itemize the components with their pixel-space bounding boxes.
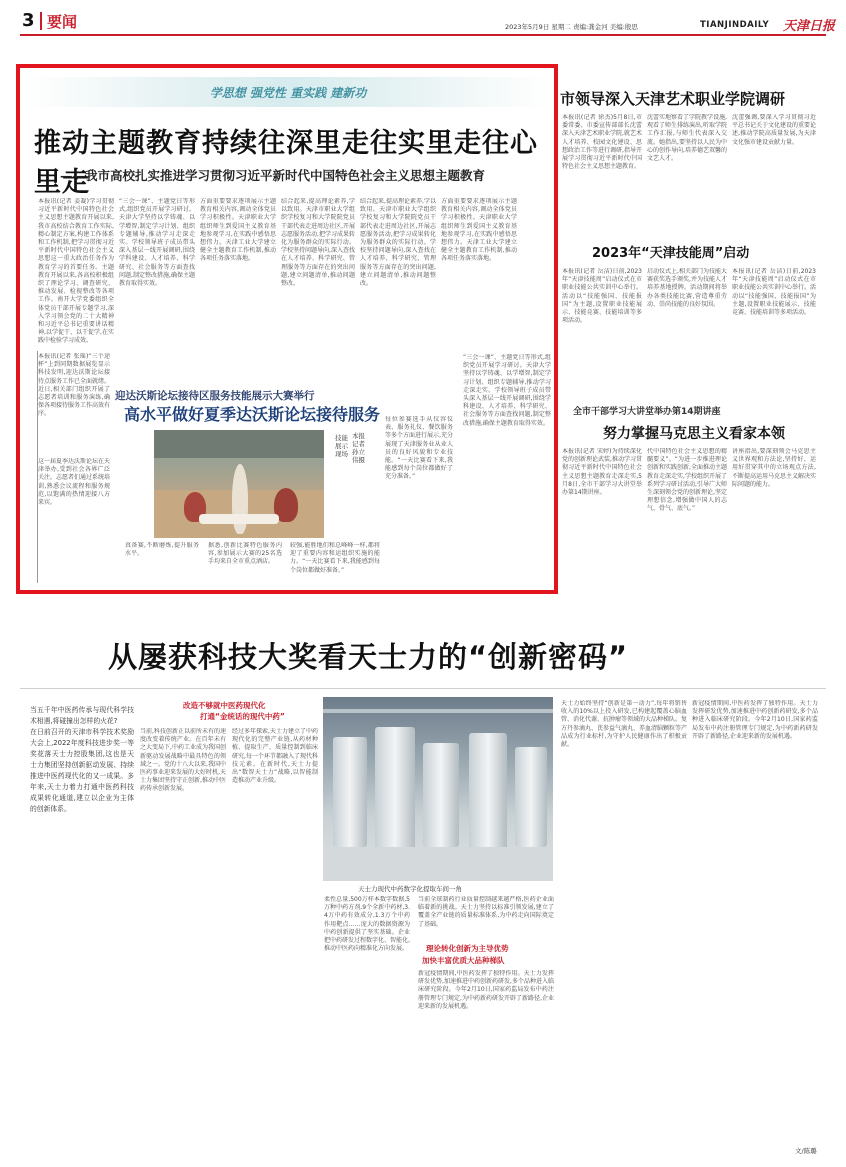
inset-col-1: 本报讯(记者 张瑶)“三个途杯”上到同期数据展览显示科技发明,迎达沃斯论坛接待点服务工作已全面就绪。近日,相关部门组织开展了志愿者培训和服务演练,确保各项接待服务工作高效有序。 [38,353,110,418]
feature-col-1: 本报讯(记者 姜凝)学习贯彻习近平新时代中国特色社会主义思想主题教育开展以来,我市高校结合教育工作实际,精心制定方案,构建工作体系和工作机制,把学习贯彻习近平新时代中国特色社会主义思想这一重大政治任务作为教育学习的首要任务。主题教育开展以来,各高校积极组织了理论学习、调查研究、推动发展、检视整改等各项工作。南开大学党委组织全体党员干部开展专题学习,深入学习领会党的二十大精神和习近平总书记重要讲话精神,以学促干、以干促学,在实践中检验学习成效。 [38,198,114,344]
lower-subhead-2b: 加快丰富优质大品种梯队 [422,956,505,965]
lower-col-2: 经过多年探索,天士力建立了中药现代化的完整产业链,从药材种植、提取生产、质量控制到临床研究,每一个环节都融入了现代科技元素。在新时代,天士力提出“数智天士力”战略,以智能制造推动产业升级。 [232,728,318,785]
header-rule [20,34,826,36]
right-article-3-title: 努力掌握马克思主义看家本领 [603,426,785,442]
feature-headline: 推动主题教育持续往深里走往实里走往心里走 [34,128,538,198]
lower-divider [20,688,826,689]
inset-photo-contest [154,430,324,538]
lower-subhead-1b: 打通“金统话的现代中药” [200,712,285,721]
inset-bottom-col-3: 较强,能胜地们和总峰峰一样,都将迎了重要内容和运组织实施的能力。“一天比赛看下来,我能感到每个岗位都做好准备。” [290,542,380,574]
right-article-2-col-2: 启动仪式上,相关部门为技能大赛获奖选手颁奖,并为技能人才培养基地授牌。活动期间将举办各类技能比赛,营造尊重劳动、崇尚技能的良好氛围。 [647,268,727,308]
lower-subhead-2a: 理论转化创新为主导优势 [426,944,509,953]
newspaper-logo: 天津日报 [783,19,836,34]
feature-subheadline: ——我市高校扎实推进学习贯彻习近平新时代中国特色社会主义思想主题教育 [60,168,486,183]
inset-headline: 高水平做好夏季达沃斯论坛接待服务 [124,405,381,424]
lower-col-1: 当前,科技创新正以前所未有的速度改变着传统产业。在百年未有之大变局下,中药工业成为我国创新驱动发展战略中最具特色的领域之一。党的十八大以来,我国中医药事业迎来发展的大好时机,天士力集团坚持守正创新,推动中医药传承创新发展。 [140,728,226,793]
feature-col-3: 方面重要要求逐项展示主题教育相关内容,调动全体党员学习积极性。天津职业大学组织师生到爱国主义教育基地参观学习,在实践中感悟思想伟力。天津工业大学建立健全主题教育工作机制,推动各项任务落实落地。 [200,198,276,263]
lower-col-6: 新冠疫情期间,中医药发挥了独特作用。天士力发挥研发优势,加速推进中药创新药研发,多个品种进入临床研究阶段。今年2月10日,国家药监局发布中药注册管理专门规定,为中药新药研发开辟了新路径,企业迎来新的发展机遇。 [692,700,818,740]
right-article-1-col-2: 沈蕾实地察看了学院教学设施,观看了师生排练演出,听取学院工作汇报,与师生代表深入交流。她指出,要坚持以人民为中心的创作导向,培养德艺双馨的文艺人才。 [647,114,727,163]
feature-right-col: “三会一课”、主题党日等形式,组织党员开展学习研讨。天津大学坚持以学铸魂、以学增智,制定学习计划、组织专题辅导,推动学习走深走实。学校领导班子成员带头深入基层一线开展调研,围绕学科建设、人才培养、科学研究、社会服务等方面查找问题,制定整改措施,确保主题教育取得实效。 [463,354,551,427]
inset-col-1b: 这一届夏季达沃斯论坛在天津举办,受到社会各界广泛关注。志愿者们通过系统培训,熟悉会议流程和服务规范,以饱满的热情迎接八方来宾。 [38,458,110,507]
right-article-2-col-1: 本报讯(记者 岳洁)日前,2023年“天津技能周”启动仪式在市职业技能公共实训中心举行。活动以“技能强国、技能报国”为主题,设置职业技能展示、技能竞赛、技能培训等多项活动。 [562,268,642,325]
banner-text: 学思想 强党性 重实践 建新功 [209,86,367,100]
right-article-2-col-3: 本报讯(记者 岳洁)日前,2023年“天津技能周”启动仪式在市职业技能公共实训中心举行。活动以“技能强国、技能报国”为主题,设置职业技能展示、技能竞赛、技能培训等多项活动。 [732,268,816,317]
lower-subhead-1a: 改造不够就中医药现代化 [183,701,266,710]
lower-photo-factory [323,697,553,881]
campaign-banner [28,77,548,107]
page-number: 3 [22,10,35,31]
lower-col-4: 新冠疫情期间,中医药发挥了独特作用。天士力发挥研发优势,加速推进中药创新药研发,多个品种进入临床研究阶段。今年2月10日,国家药监局发布中药注册管理专门规定,为中药新药研发开辟了新路径,企业迎来新的发展机遇。 [418,970,554,1010]
feature-col-4: 结合起来,提高理论素养,学以致用。天津市职业大学组织学校复习和大学院院党员干部代表走进周边社区,开展志愿服务活动,把学习成果转化为服务群众的实际行动。学校坚持问题导向,深入查找在人才培养、科学研究、管理服务等方面存在的突出问题,建立问题清单,推动问题整改。 [281,198,355,288]
lower-lead: 当五千年中医药传承与现代科学技术相遇,将碰撞出怎样的火花? 在日前召开的天津市科学技术奖励大会上,2022年度科技进步奖一等奖花落天士力控股集团,这也是天士力集团坚持创新驱动发展、持续推进中医药现代化的又一成果。多年来,天士力着力打通中医药科技成果转化通道,建立以企业为主体的创新体系。 [30,706,134,813]
lower-photo-caption: 天士力现代中药数字化提取车间一角 [358,885,462,893]
section-title: 要闻 [47,13,78,31]
paper-name-en: TIANJINDAILY [700,20,770,30]
lower-col-5: 天士力始终坚持“创新是第一动力”,每年将销售收入的10%以上投入研发,已构建起覆盖心脑血管、消化代谢、抗肿瘤等领域的大品种梯队。复方丹参滴丸、芪参益气滴丸、养血清脑颗粒等产品成为行业标杆,为守护人民健康作出了积极贡献。 [561,700,687,749]
inset-photo-caption: 技能展示现场 [335,434,348,458]
inset-photo-credit: 本报记者孙立伟摄 [352,432,365,464]
right-article-2-title: 2023年“天津技能周”启动 [592,246,750,261]
lower-headline: 从屡获科技大奖看天士力的“创新密码” [108,640,629,674]
lower-col-4-top: 当前全球制药行业质量控制越来越严格,医药企业面临着新的挑战。天士力坚持以标准引领发展,建立了覆盖全产业链的质量标准体系,为中药走向国际奠定了基础。 [418,896,554,928]
dateline: 2023年5月9日 星期二 责编:龚金河 美编:殷思 [505,23,638,31]
feature-col-5: 结合起来,提高理论素养,学以致用。天津市职业大学组织学校复习和大学院院党员干部代表走进周边社区,开展志愿服务活动,把学习成果转化为服务群众的实际行动。学校坚持问题导向,深入查找在人才培养、科学研究、管理服务等方面存在的突出问题,建立问题清单,推动问题整改。 [360,198,436,288]
page-number-divider [40,12,42,30]
inset-col-right: 每位参赛选手从仪容仪表、服务礼仪、餐饮服务等多个方面进行展示,充分展现了天津服务业从业人员的良好风貌和专业技能。“一天比赛看下来,我能感到每个岗位都做好了充分准备。” [385,416,453,481]
right-article-1-title: 市领导深入天津艺术职业学院调研 [560,90,786,108]
feature-col-2: “三会一课”、主题党日等形式,组织党员开展学习研讨。天津大学坚持以学铸魂、以学增智,制定学习计划、组织专题辅导,推动学习走深走实。学校领导班子成员带头深入基层一线开展调研,围绕学科建设、人才培养、科学研究、社会服务等方面查找问题,制定整改措施,确保主题教育取得实效。 [119,198,195,288]
right-article-3-col-1: 本报讯(记者 宋婷)为持续深化党的创新理论武装,推动学习贯彻习近平新时代中国特色社会主义思想主题教育走深走实,5月8日,全市干部学习大讲堂举办第14期讲座。 [562,448,642,497]
right-article-3-kicker: 全市干部学习大讲堂举办第14期讲座 [573,407,721,417]
right-article-3-col-3: 讲座指出,要深刻领会马克思主义世界观和方法论,坚持好、运用好贯穿其中的立场观点方法,不断提高运用马克思主义解决实际问题的能力。 [732,448,816,488]
inset-kicker: 迎达沃斯论坛接待区服务技能展示大赛举行 [115,390,315,402]
right-article-3-col-2: 代中国特色社会主义思想的精髓要义”。“为进一步推进理论创新和实践创新,全面推动主题教育走深走实,学校组织开展了系列学习研讨活动,引导广大师生深刻领会党的创新理论,坚定理想信念,增强做中国人的志气、骨气、底气。” [647,448,727,513]
lower-col-3: 柔性总量,500万样本数字数据,5万种中药方剂,9个全新中药材,3.4万中药有效成分,1.3万个中药作用靶点……庞大的数据资源为中药创新提供了坚实基础。企业把中药研发过程数字化、智能化,推动中医药向精准化方向发展。 [324,896,410,953]
right-article-1-col-1: 本报讯(记者 徐杰)5月8日,市委常委、市委宣传部部长沈蕾深入天津艺术职业学院,就艺术人才培养、校园文化建设、思想政治工作等进行调研,指导开展学习贯彻习近平新时代中国特色社会主义思想主题教育。 [562,114,642,171]
feature-col-6: 方面重要要求逐项展示主题教育相关内容,调动全体党员学习积极性。天津职业大学组织师生到爱国主义教育基地参观学习,在实践中感悟思想伟力。天津工业大学建立健全主题教育工作机制,推动各项任务落实落地。 [441,198,517,263]
inset-bottom-col-1: 真备赛,不断磨炼,提升服务水平。 [125,542,199,558]
byline-signature: 文/陈璐 [795,1147,817,1155]
inset-bottom-col-2: 据悉,创新比赛特色服务内容,参加展示大赛的25名选手均来自全市重点酒店。 [208,542,282,566]
right-article-1-col-3: 沈蕾强调,要深入学习贯彻习近平总书记关于文化建设的重要论述,推动学院高质量发展,为天津文化强市建设贡献力量。 [732,114,816,146]
